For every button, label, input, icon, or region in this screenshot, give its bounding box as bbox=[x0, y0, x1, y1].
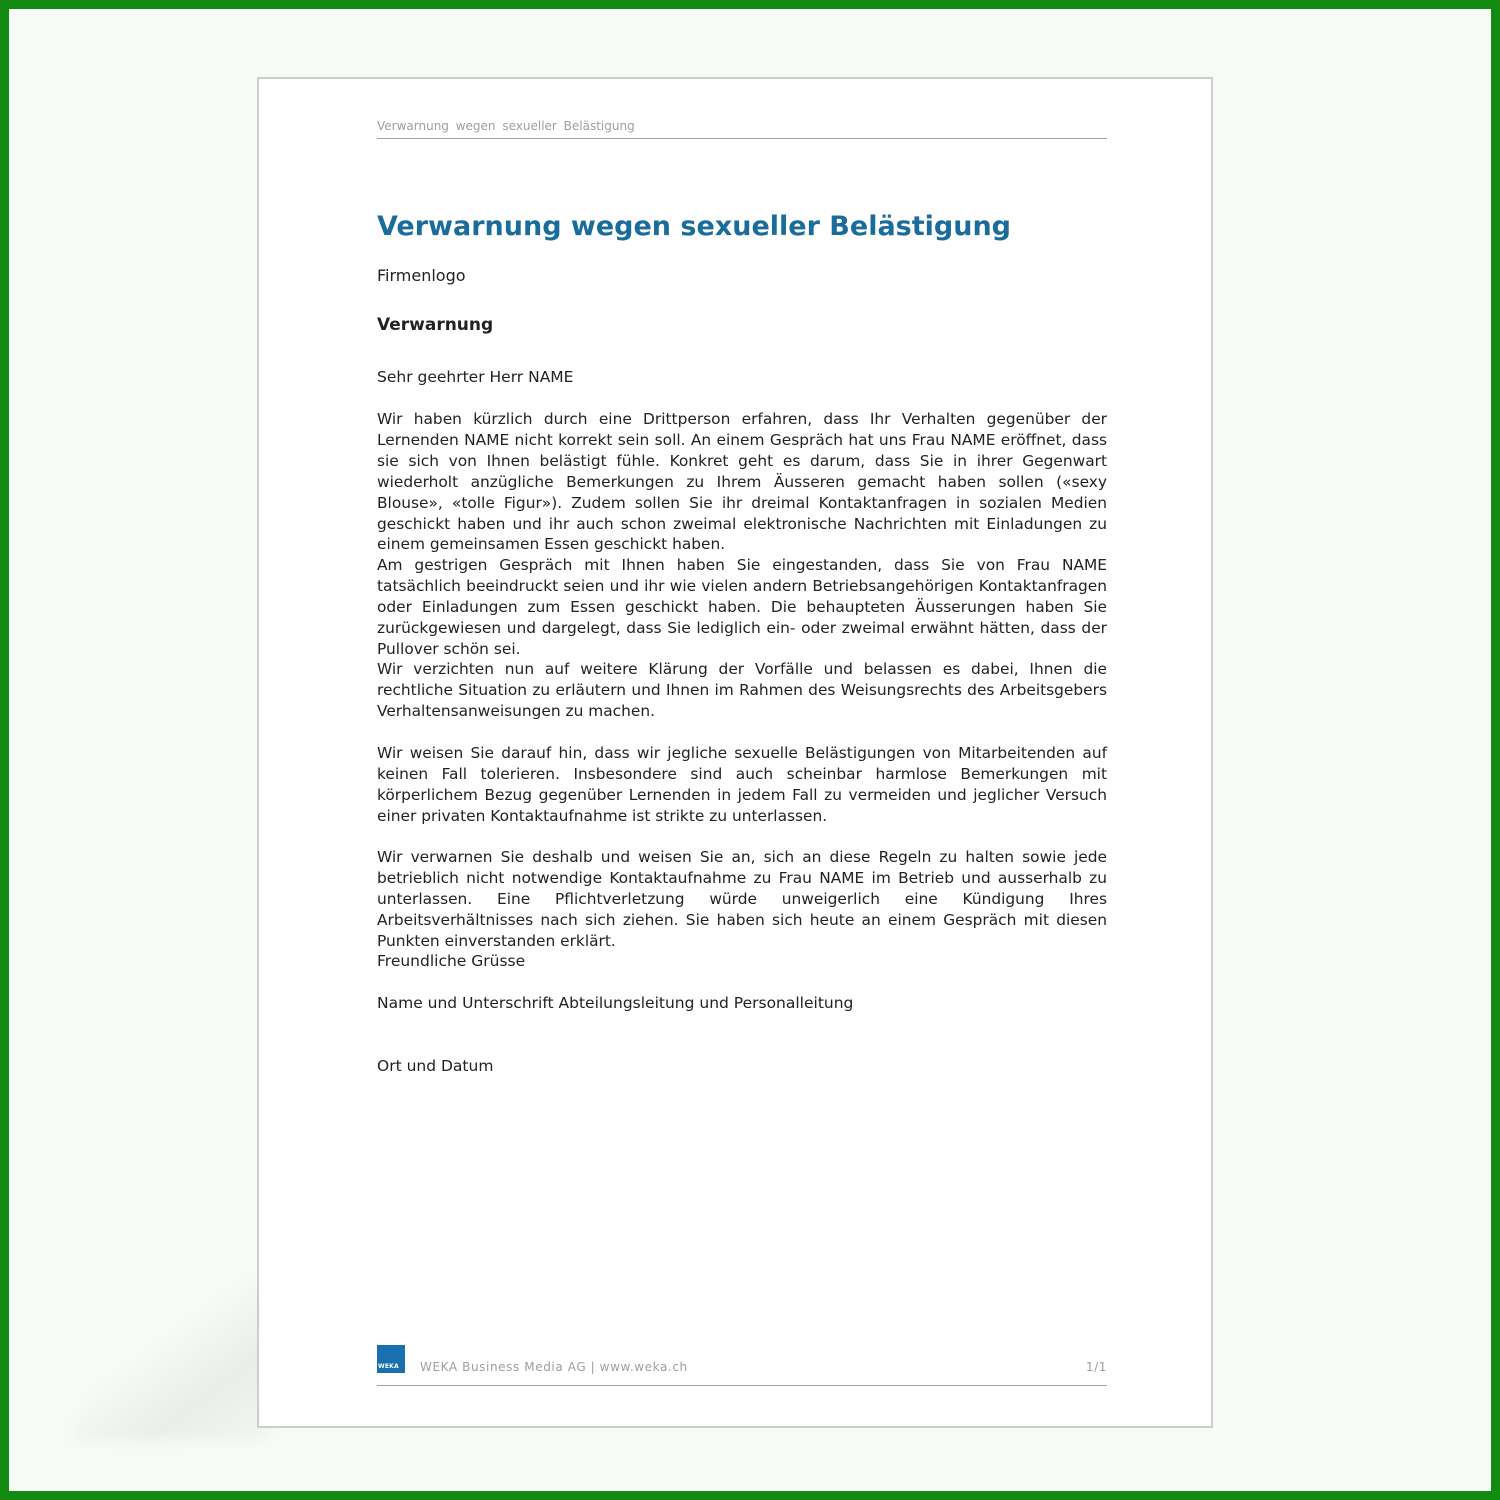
weka-logo bbox=[377, 1345, 405, 1373]
signature-line: Name und Unterschrift Abteilungsleitung und Personalleitung bbox=[377, 994, 854, 1012]
subheading: Verwarnung bbox=[377, 315, 494, 335]
footer-divider bbox=[377, 1385, 1107, 1386]
paragraph-4: Wir weisen Sie darauf hin, dass wir jegliche sexuelle Belästigungen von Mitarbeitenden auf keinen Fall tolerieren. Insbesondere sind auch scheinbar harmlose Bemerkungen mit körperlichem Bezug gegenüber Lernenden in jedem Fall zu vermeiden und jeglicher Versuch einer privaten Kontaktaufnahme ist strikte zu unterlassen. bbox=[377, 744, 1107, 825]
header-divider bbox=[377, 138, 1107, 139]
logo-placeholder-text: Firmenlogo bbox=[377, 266, 466, 285]
paragraph-1: Wir haben kürzlich durch eine Drittperson erfahren, dass Ihr Verhalten gegenüber der Lernenden NAME nicht korrekt sein soll. An einem Gespräch hat uns Frau NAME eröffnet, dass sie sich von Ihnen belästigt fühle. Konkret geht es darum, dass Sie in ihrer Gegenwart wiederholt anzügliche Bemerkungen zu Ihrem Äusseren gemacht haben sollen («sexy Blouse», «tolle Figur»). Zudem sollen Sie ihr dreimal Kontaktanfragen in sozialen Medien geschickt haben und ihr auch schon zweimal elektronische Nachrichten mit Einladungen zu einem gemeinsamen Essen geschickt haben. bbox=[377, 410, 1107, 554]
paragraph-2: Am gestrigen Gespräch mit Ihnen haben Sie eingestanden, dass Sie von Frau NAME tatsächlich beeindruckt seien und ihr wie vielen andern Betriebsangehörigen Kontaktanfragen oder Einladungen zum Essen geschickt haben. Die behaupteten Äusserungen haben Sie zurückgewiesen und dargelegt, dass Sie lediglich ein- oder zweimal erwähnt hätten, dass der Pullover schön sei. bbox=[377, 556, 1107, 658]
page-number: 1/1 bbox=[1085, 1360, 1107, 1374]
paragraph-3: Wir verzichten nun auf weitere Klärung der Vorfälle und belassen es dabei, Ihnen die rechtliche Situation zu erläutern und Ihnen im Rahmen des Weisungsrechts des Arbeitsgebers Verhaltensanweisungen zu machen. bbox=[377, 660, 1107, 720]
document-title: Verwarnung wegen sexueller Belästigung bbox=[377, 211, 1011, 242]
paragraph-5: Wir verwarnen Sie deshalb und weisen Sie an, sich an diese Regeln zu halten sowie jede betrieblich nicht notwendige Kontaktaufnahme zu Frau NAME im Betrieb und ausserhalb zu unterlassen. Eine Pflichtverletzung würde unweigerlich eine Kündigung Ihres Arbeitsverhältnisses nach sich ziehen. Sie haben sich heute an einem Gespräch mit diesen Punkten einverstanden erklärt. bbox=[377, 848, 1107, 950]
salutation: Sehr geehrter Herr NAME bbox=[377, 368, 574, 386]
footer-publisher: WEKA Business Media AG | www.weka.ch bbox=[420, 1360, 688, 1374]
weka-logo-text: WEKA bbox=[378, 1363, 399, 1370]
closing: Freundliche Grüsse bbox=[377, 952, 526, 970]
document-page bbox=[257, 77, 1213, 1428]
place-date: Ort und Datum bbox=[377, 1057, 494, 1075]
running-header: Verwarnung wegen sexueller Belästigung bbox=[377, 119, 635, 133]
